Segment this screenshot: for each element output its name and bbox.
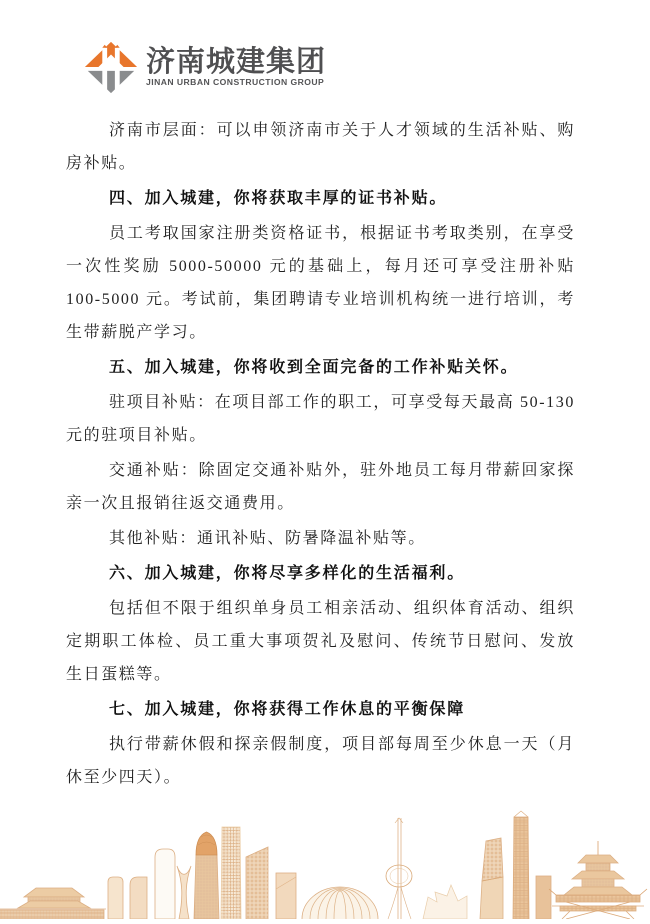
- company-name-cn: 济南城建集团: [146, 46, 327, 78]
- skyline-pagoda: [549, 841, 647, 919]
- paragraph-jinan-city-subsidy: 济南市层面：可以申领济南市关于人才领域的生活补贴、购房补贴。: [66, 122, 575, 172]
- paragraph-certificate-detail: 员工考取国家注册类资格证书，根据证书考取类别，在享受一次性奖励 5000-50000 元的基础上，每月还可享受注册补贴 100-5000 元。考试前，集团聘请专业培训机构统一进行培训，考生带薪脱产学习。: [66, 225, 575, 341]
- skyline-twisted-tower: [480, 838, 503, 919]
- paragraph-welfare-detail: 包括但不限于组织单身员工相亲活动、组织体育活动、组织定期职工体检、员工重大事项贺礼及慰问、传统节日慰问、发放生日蛋糕等。: [66, 600, 575, 683]
- heading-section-6-life-welfare: 六、加入城建，你将尽享多样化的生活福利。: [109, 565, 466, 582]
- company-logo: [82, 39, 326, 97]
- skyline-left-gate: [0, 888, 106, 919]
- heading-section-5-work-subsidy: 五、加入城建，你将收到全面完备的工作补贴关怀。: [109, 359, 519, 376]
- skyline-stadium: [302, 887, 378, 919]
- document-body: [66, 114, 575, 796]
- skyline-capped-tower: [194, 832, 219, 919]
- heading-section-7-work-balance: 七、加入城建，你将获得工作休息的平衡保障: [109, 701, 466, 718]
- logo-bridge-diamond-icon: [82, 39, 140, 97]
- paragraph-project-subsidy: 驻项目补贴：在项目部工作的职工，可享受每天最高 50-130 元的驻项目补贴。: [66, 394, 575, 444]
- skyline-illustration: [0, 789, 650, 919]
- paragraph-other-subsidy: 其他补贴：通讯补贴、防暑降温补贴等。: [109, 530, 426, 547]
- company-name-en: JINAN URBAN CONSTRUCTION GROUP: [146, 77, 325, 87]
- paragraph-transport-subsidy: 交通补贴：除固定交通补贴外，驻外地员工每月带薪回家探亲一次且报销往返交通费用。: [66, 462, 575, 512]
- heading-section-4-certificate: 四、加入城建，你将获取丰厚的证书补贴。: [109, 190, 448, 207]
- paragraph-leave-policy: 执行带薪休假和探亲假制度，项目部每周至少休息一天（月休至少四天）。: [66, 736, 575, 786]
- skyline-ring-tower: [386, 818, 412, 919]
